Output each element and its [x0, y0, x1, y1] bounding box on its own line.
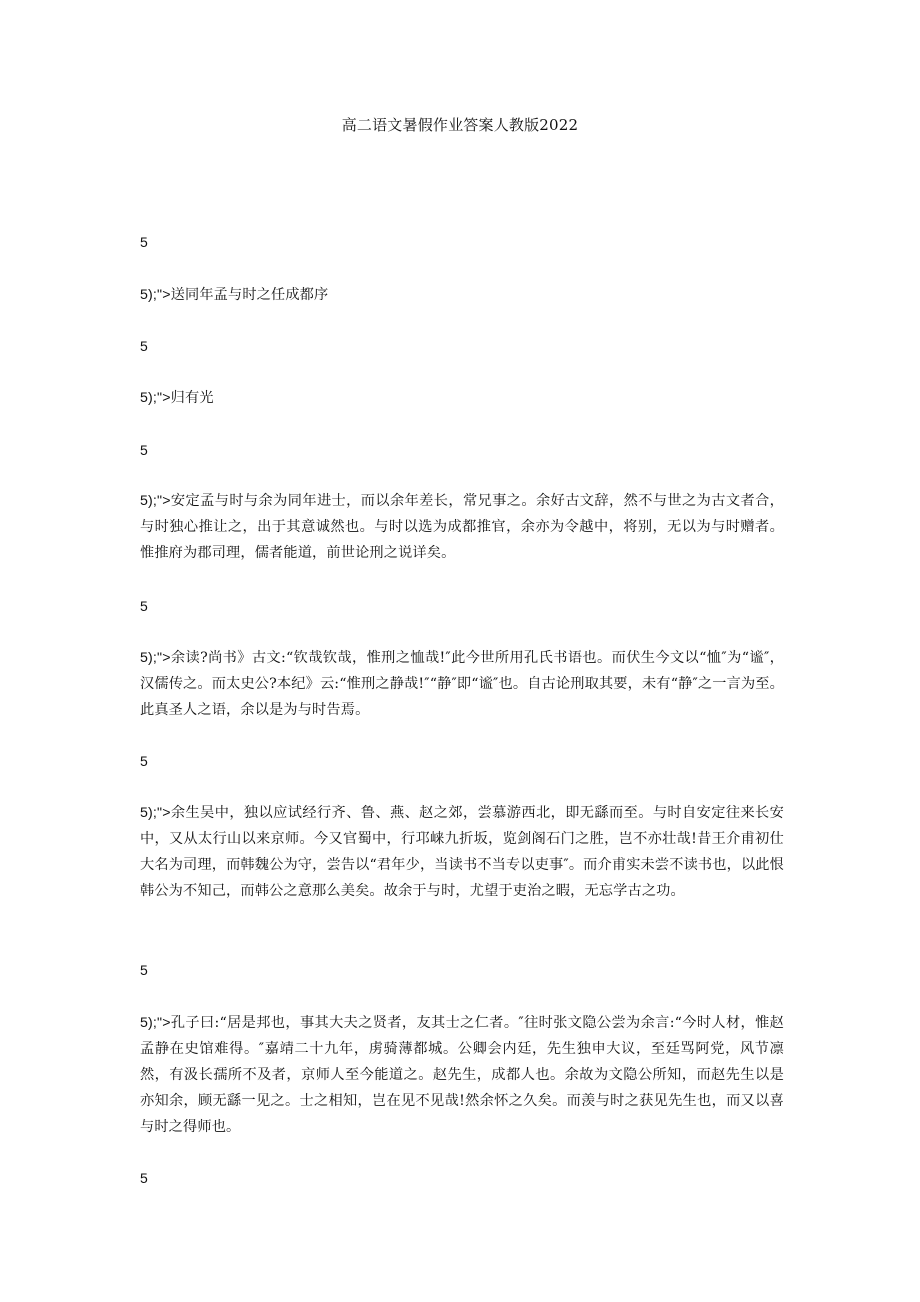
paragraph-prefix: 5);">	[140, 805, 171, 821]
paragraph-author	[140, 385, 784, 411]
paragraph-body	[140, 645, 784, 723]
paragraph-text: 归有光	[170, 390, 214, 406]
document-title: 高二语文暑假作业答案人教版2022	[341, 116, 579, 134]
paragraph-text: 安定孟与时与余为同年进士，而以余年差长，常兄事之。余好古文辞，然不与世之为古文者合，与时独心推让之，出于其意诚然也。与时以选为成都推官，余亦为令越中，将别，无以为与时赠者。惟推府为郡司理，儒者能道，前世论刑之说详矣。	[140, 493, 784, 561]
paragraph-heading	[140, 282, 784, 308]
paragraph-text: 余生吴中，独以应试经行齐、鲁、燕、赵之郊，尝慕游西北，即无繇而至。与时自安定往来长安中，又从太行山以来京师。今又官蜀中，行邛崃九折坂，览剑阁石门之胜，岂不亦壮哉!昔王介甫初仕大名为司理，而韩魏公为守，尝告以“君年少，当读书不当专以吏事″。而介甫实未尝不读书也，以此恨韩公为不知己，而韩公之意那么美矣。故余于与时，尤望于吏治之暇，无忘学古之功。	[140, 805, 784, 899]
section-marker: 5	[140, 1170, 148, 1186]
paragraph-prefix: 5);">	[140, 493, 171, 509]
paragraph-body	[140, 488, 784, 566]
section-marker: 5	[140, 234, 148, 250]
paragraph-body	[140, 1010, 784, 1140]
section-marker: 5	[140, 442, 148, 458]
paragraph-prefix: 5);">	[140, 1015, 171, 1031]
section-marker: 5	[140, 753, 148, 769]
section-marker: 5	[140, 598, 148, 614]
paragraph-text: 余读?尚书》古文:“钦哉钦哉，惟刑之恤哉!″此今世所用孔氏书语也。而伏生今文以“恤″为“谧″，汉儒传之。而太史公?本纪》云:“惟刑之静哉!″“静″即“谧″也。自古论刑取其要，未有“静″之一言为至。此真圣人之语，余以是为与时告焉。	[140, 650, 784, 718]
paragraph-prefix: 5);">	[140, 390, 171, 406]
section-marker: 5	[140, 962, 148, 978]
paragraph-prefix: 5);">	[140, 650, 171, 666]
paragraph-body	[140, 800, 784, 904]
paragraph-text: 孔子曰:“居是邦也，事其大夫之贤者，友其士之仁者。″往时张文隐公尝为余言:“今时人材，惟赵孟静在史馆难得。″嘉靖二十九年，虏骑薄都城。公卿会内廷，先生独申大议，至廷骂阿党，风节凛然，有汲长孺所不及者，京师人至今能道之。赵先生，成都人也。余故为文隐公所知，而赵先生以是亦知余，顾无繇一见之。士之相知，岂在见不见哉!然余怀之久矣。而羡与时之获见先生也，而又以喜与时之得师也。	[140, 1015, 784, 1135]
paragraph-text: 送同年孟与时之任成都序	[170, 287, 329, 303]
paragraph-prefix: 5);">	[140, 287, 171, 303]
section-marker: 5	[140, 338, 148, 354]
